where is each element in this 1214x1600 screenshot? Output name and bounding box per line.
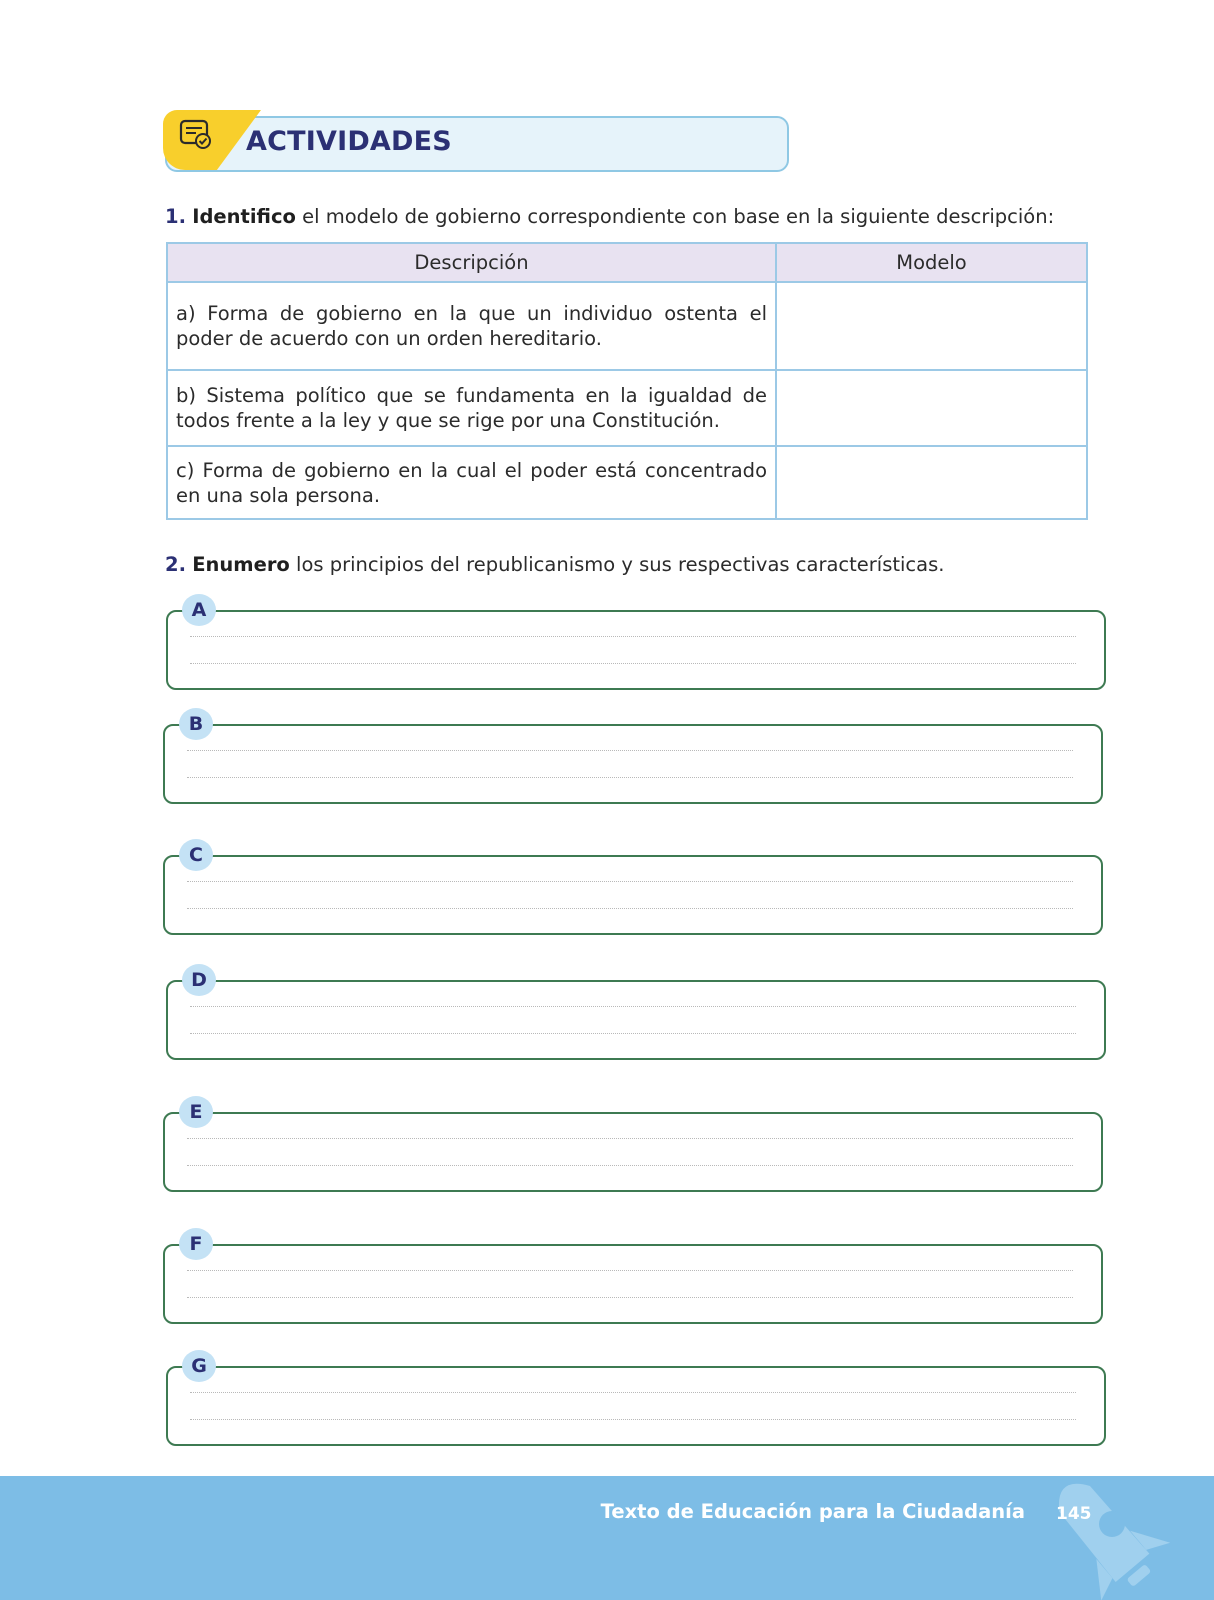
page-footer [0, 1476, 1214, 1600]
answer-box-b[interactable] [163, 713, 1103, 804]
writing-line [190, 1392, 1076, 1393]
writing-line [187, 1297, 1073, 1298]
description-cell: b) Sistema político que se fundamenta en la igualdad de todos frente a la ley y que se rige por una Constitución. [167, 370, 776, 446]
question-2-number: 2. [165, 553, 186, 576]
question-2-text: los principios del republicanismo y sus respectivas características. [289, 553, 945, 576]
writing-line [190, 636, 1076, 637]
writing-line [187, 1165, 1073, 1166]
answer-letter-badge: A [182, 594, 216, 626]
table-row [167, 282, 1087, 370]
writing-line [187, 777, 1073, 778]
writing-line [190, 1006, 1076, 1007]
writing-line [187, 908, 1073, 909]
question-1-text: el modelo de gobierno correspondiente con base en la siguiente descripción: [295, 205, 1055, 228]
answer-box-f[interactable] [163, 1233, 1103, 1324]
writing-line [190, 1033, 1076, 1034]
answer-letter-badge: E [179, 1096, 213, 1128]
question-1 [165, 205, 1054, 228]
question-2-verb: Enumero [192, 553, 290, 576]
page-number: 145 [1056, 1504, 1092, 1524]
answer-letter-badge: G [182, 1350, 216, 1382]
writing-line [190, 663, 1076, 664]
model-answer-cell[interactable] [776, 370, 1087, 446]
clipboard-check-icon [178, 118, 214, 152]
rocket-icon [1020, 1476, 1200, 1600]
answer-box-e[interactable] [163, 1101, 1103, 1192]
answer-letter-badge: D [182, 964, 216, 996]
writing-line [187, 750, 1073, 751]
book-title: Texto de Educación para la Ciudadanía [600, 1500, 1025, 1523]
answer-box-d[interactable] [166, 969, 1106, 1060]
page-title: ACTIVIDADES [246, 126, 452, 157]
answer-letter-badge: C [179, 839, 213, 871]
writing-line [187, 1270, 1073, 1271]
question-1-number: 1. [165, 205, 186, 228]
table-row [167, 370, 1087, 446]
writing-line [187, 1138, 1073, 1139]
answer-box-g[interactable] [166, 1355, 1106, 1446]
description-cell: c) Forma de gobierno en la cual el poder está concentrado en una sola persona. [167, 446, 776, 519]
writing-line [187, 881, 1073, 882]
table-row [167, 446, 1087, 519]
writing-line [190, 1419, 1076, 1420]
answer-letter-badge: B [179, 708, 213, 740]
answer-letter-badge: F [179, 1228, 213, 1260]
question-1-verb: Identifico [192, 205, 296, 228]
table-header-row [167, 243, 1087, 282]
model-answer-cell[interactable] [776, 446, 1087, 519]
answer-box-a[interactable] [166, 599, 1106, 690]
description-cell: a) Forma de gobierno en la que un individuo ostenta el poder de acuerdo con un orden hereditario. [167, 282, 776, 370]
government-models-table [166, 242, 1088, 520]
model-answer-cell[interactable] [776, 282, 1087, 370]
answer-box-c[interactable] [163, 844, 1103, 935]
question-2 [165, 553, 944, 576]
header-description: Descripción [167, 243, 776, 282]
header-model: Modelo [776, 243, 1087, 282]
